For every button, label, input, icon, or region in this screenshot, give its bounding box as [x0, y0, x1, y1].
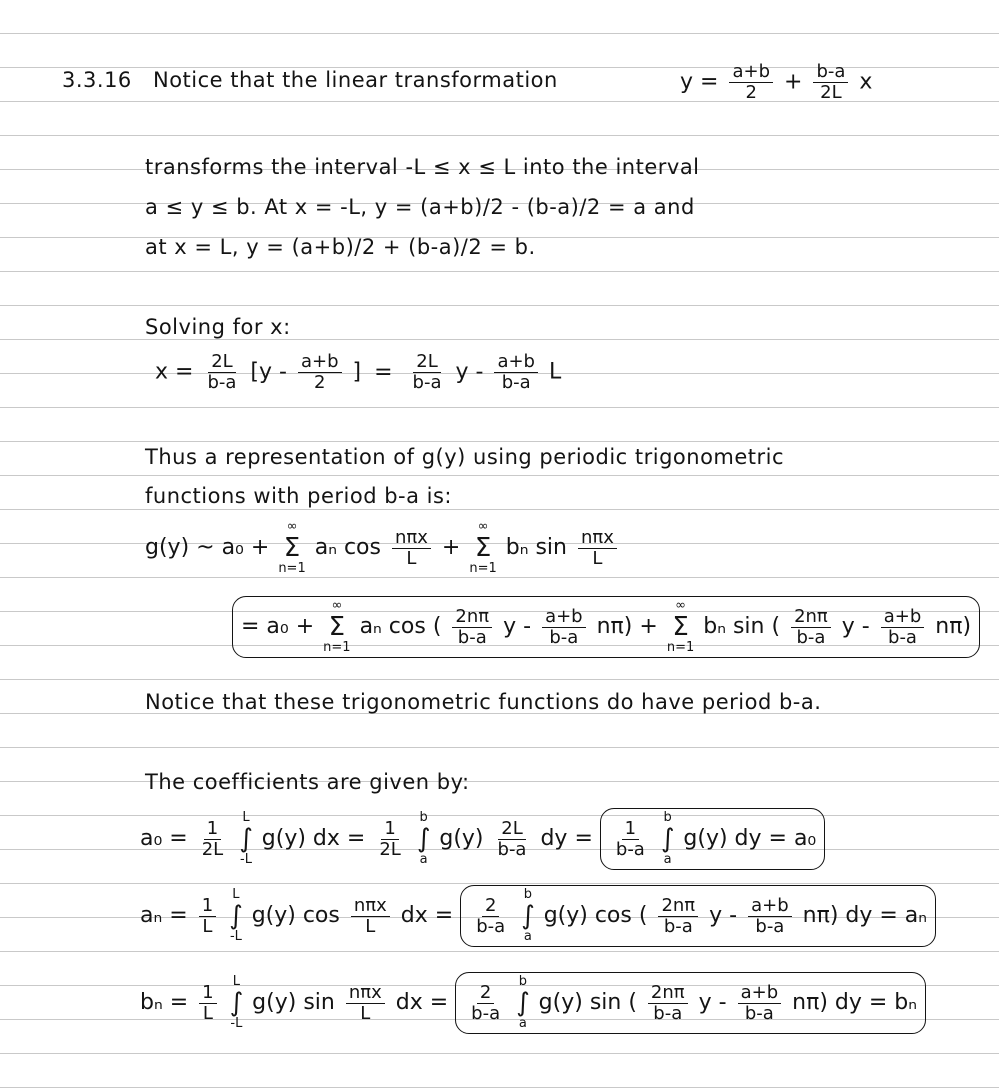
fraction — [410, 352, 445, 393]
fraction — [298, 352, 342, 393]
series-equation — [145, 520, 621, 576]
frac-num: nπx — [346, 983, 385, 1004]
fraction — [351, 896, 390, 937]
fraction — [468, 983, 503, 1024]
series-answer-box — [232, 596, 980, 658]
gy-sin-open: g(y) sin ( — [538, 990, 637, 1015]
int-top: b — [663, 810, 672, 825]
frac-den: b-a — [207, 372, 237, 393]
integral-symbol: L ∫ -L — [229, 887, 243, 944]
fraction — [881, 607, 925, 648]
integral-symbol: L ∫ -L — [229, 974, 244, 1031]
sum-top: ∞ — [477, 519, 489, 534]
frac-den: b-a — [457, 626, 487, 648]
series-boxed — [232, 596, 980, 658]
fraction — [542, 607, 586, 648]
frac-den: b-a — [755, 915, 785, 937]
sum-top: ∞ — [331, 598, 343, 613]
dx-eq: dx = — [400, 903, 454, 928]
sin-open: bₙ sin ( — [703, 614, 781, 639]
dy-eq: dy = — [540, 826, 593, 851]
sum-bottom: n=1 — [278, 561, 306, 576]
frac-num: a+b — [298, 352, 342, 373]
sum-top: ∞ — [675, 598, 686, 613]
row2-start: = a₀ + — [241, 614, 315, 639]
frac-num: 2 — [482, 896, 499, 917]
frac-num: 2nπ — [648, 983, 688, 1004]
fraction — [494, 352, 538, 393]
a0-lhs: a₀ = — [140, 826, 188, 851]
frac-den: L — [202, 1002, 213, 1024]
a0-answer-box — [600, 808, 825, 870]
frac-num: 2L — [498, 819, 525, 840]
cos-open: aₙ cos ( — [359, 614, 442, 639]
sum-bottom: n=1 — [666, 640, 695, 655]
frac-den: b-a — [412, 372, 442, 393]
integral-symbol: b ∫ a — [516, 974, 530, 1031]
plus-sign: + — [784, 69, 803, 95]
dx-eq: dx = — [395, 990, 449, 1015]
frac-den: L — [365, 915, 376, 937]
plus-sign: + — [441, 535, 461, 560]
frac-den: b-a — [663, 915, 693, 937]
frac-num: 2nπ — [658, 896, 698, 917]
int-bottom: a — [523, 929, 532, 944]
solving-equation — [155, 352, 561, 393]
fraction — [791, 607, 831, 648]
frac-num: nπx — [578, 528, 617, 549]
bracket-close: ] — [352, 359, 362, 385]
y-minus: y - — [841, 614, 870, 639]
frac-num: 1 — [204, 819, 221, 840]
frac-num: a+b — [738, 983, 782, 1004]
frac-den: 2L — [201, 838, 224, 860]
bracket-open: [y - — [250, 359, 287, 385]
frac-den: b-a — [744, 1002, 774, 1024]
fraction — [748, 896, 792, 937]
frac-num: 2nπ — [791, 607, 831, 628]
int-top: b — [523, 887, 533, 902]
y-minus: y - — [698, 990, 727, 1015]
sum-symbol: ∞ Σ n=1 — [469, 519, 497, 576]
transformation-formula — [680, 62, 872, 103]
fraction — [495, 819, 530, 860]
frac-num: nπx — [351, 896, 390, 917]
an-equation — [140, 885, 936, 947]
fraction — [813, 62, 848, 103]
frac-num: nπx — [392, 528, 431, 549]
frac-den: b-a — [653, 1002, 683, 1024]
a0-equation — [140, 808, 825, 870]
frac-den: L — [406, 547, 417, 569]
thus-line-2: functions with period b-a is: — [145, 484, 453, 508]
fraction — [648, 983, 688, 1024]
fraction — [578, 528, 617, 569]
fraction — [452, 607, 492, 648]
frac-den: b-a — [476, 915, 506, 937]
frac-num: 2L — [208, 352, 235, 373]
fraction — [199, 819, 226, 860]
int-top: L — [232, 974, 241, 989]
coefficients-heading: The coefficients are given by: — [145, 770, 470, 794]
frac-num: 1 — [199, 896, 216, 917]
fraction — [729, 62, 773, 103]
frac-den: 2 — [745, 82, 757, 103]
fraction — [738, 983, 782, 1024]
frac-num: 1 — [381, 819, 398, 840]
frac-den: b-a — [549, 626, 579, 648]
notice-period-line: Notice that these trigonometric functions do have period b-a. — [145, 690, 822, 714]
text-line-4: at x = L, y = (a+b)/2 + (b-a)/2 = b. — [145, 235, 536, 259]
problem-number: 3.3.16 — [62, 68, 132, 92]
frac-num: a+b — [729, 62, 773, 83]
gy-sin: g(y) sin — [252, 990, 335, 1015]
thus-line-1: Thus a representation of g(y) using periodic trigonometric — [145, 445, 785, 469]
frac-den: 2 — [314, 372, 326, 393]
y-minus: y - — [709, 903, 738, 928]
frac-num: a+b — [494, 352, 538, 373]
a0-box-tail: g(y) dy = a₀ — [683, 826, 817, 851]
frac-num: b-a — [813, 62, 848, 83]
sum-bottom: n=1 — [323, 640, 351, 655]
sum-symbol: ∞ Σ n=1 — [666, 598, 695, 655]
frac-num: 2L — [413, 352, 440, 373]
gy-cos: g(y) cos — [251, 903, 340, 928]
equals: = — [374, 359, 393, 385]
int-top: b — [518, 974, 528, 989]
int-top: L — [242, 810, 250, 825]
frac-den: b-a — [471, 1002, 501, 1024]
intro-text: Notice that the linear transformation — [152, 68, 558, 92]
frac-num: a+b — [881, 607, 925, 628]
bn-equation — [140, 972, 926, 1034]
fraction — [376, 819, 403, 860]
plus-sign: + — [639, 614, 658, 639]
int-bottom: -L — [230, 1016, 243, 1031]
bn-answer-box — [455, 972, 926, 1034]
npi-close: nπ) — [935, 614, 972, 639]
npi-close: nπ) — [596, 614, 633, 639]
an-cos: aₙ cos — [314, 535, 381, 560]
integral-symbol: b ∫ a — [521, 887, 535, 944]
an-box-tail: nπ) dy = aₙ — [802, 903, 928, 928]
sum-top: ∞ — [286, 519, 298, 534]
fraction — [658, 896, 698, 937]
frac-den: b-a — [497, 838, 527, 860]
fraction — [613, 819, 648, 860]
fraction — [392, 528, 431, 569]
frac-den: b-a — [501, 372, 531, 393]
bn-sin: bₙ sin — [505, 535, 567, 560]
fraction — [199, 896, 216, 937]
gy: g(y) — [439, 826, 484, 851]
problem-intro-line — [62, 68, 558, 92]
series-lhs: g(y) ~ a₀ + — [145, 535, 270, 560]
formula-x: x — [859, 69, 873, 95]
frac-den: b-a — [888, 626, 917, 648]
sum-symbol: ∞ Σ n=1 — [323, 598, 351, 655]
sum-symbol: ∞ Σ n=1 — [278, 519, 306, 576]
text-line-3: a ≤ y ≤ b. At x = -L, y = (a+b)/2 - (b-a)/2 = a and — [145, 195, 695, 219]
frac-den: 2L — [379, 838, 401, 860]
integral-symbol: L ∫ -L — [239, 810, 253, 867]
integral-symbol: b ∫ a — [416, 810, 431, 867]
frac-num: a+b — [542, 607, 586, 628]
solving-heading: Solving for x: — [145, 315, 291, 339]
fraction — [473, 896, 508, 937]
y-minus: y - — [455, 359, 484, 385]
frac-num: 1 — [622, 819, 639, 840]
an-lhs: aₙ = — [140, 903, 188, 928]
bn-lhs: bₙ = — [140, 990, 189, 1015]
sum-bottom: n=1 — [469, 561, 497, 576]
int-bottom: -L — [240, 852, 252, 867]
int-bottom: a — [518, 1016, 527, 1031]
frac-den: L — [360, 1002, 371, 1024]
int-bottom: a — [419, 852, 428, 867]
frac-den: L — [202, 915, 213, 937]
formula-y: y = — [680, 69, 719, 95]
fraction — [199, 983, 216, 1024]
y-minus: y - — [503, 614, 532, 639]
an-answer-box — [460, 885, 936, 947]
frac-num: 2 — [477, 983, 494, 1004]
bn-box-tail: nπ) dy = bₙ — [792, 990, 918, 1015]
frac-num: 2nπ — [452, 607, 492, 628]
frac-den: b-a — [796, 626, 826, 648]
frac-num: a+b — [748, 896, 792, 917]
frac-den: 2L — [820, 82, 842, 103]
L-symbol: L — [548, 359, 562, 385]
int-top: L — [232, 887, 240, 902]
x-equals: x = — [155, 359, 194, 385]
frac-num: 1 — [199, 983, 216, 1004]
text-line-2: transforms the interval -L ≤ x ≤ L into the interval — [145, 155, 700, 179]
fraction — [346, 983, 385, 1024]
integral-symbol: b ∫ a — [660, 810, 675, 867]
int-top: b — [419, 810, 428, 825]
int-bottom: -L — [229, 929, 242, 944]
gy-dx: g(y) dx = — [261, 826, 366, 851]
frac-den: b-a — [615, 838, 645, 860]
fraction — [204, 352, 239, 393]
gy-cos-open: g(y) cos ( — [543, 903, 648, 928]
frac-den: L — [592, 547, 603, 569]
int-bottom: a — [663, 852, 672, 867]
